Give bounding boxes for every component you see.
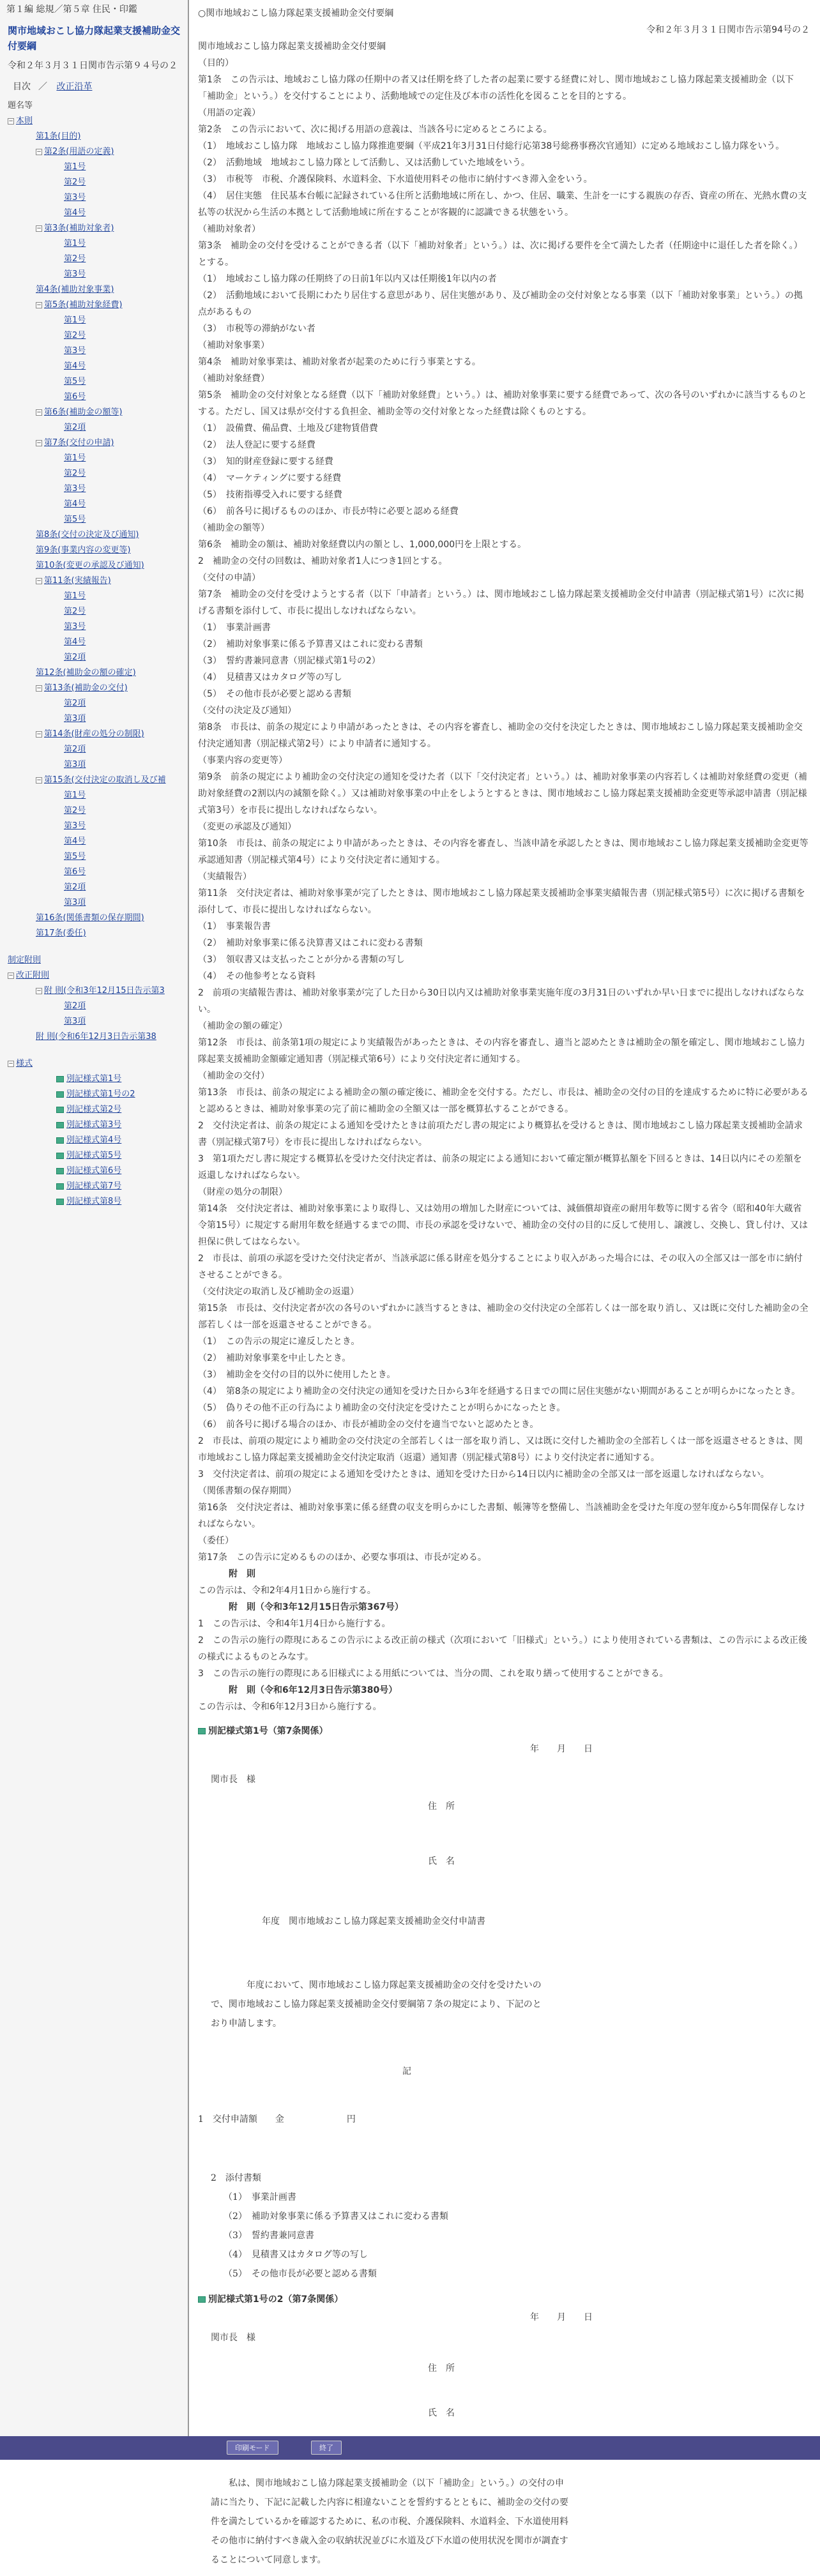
doc-line: ○関市地域おこし協力隊起業支援補助金交付要綱	[198, 8, 394, 19]
form1-attach: 2 添付書類	[211, 2173, 261, 2183]
document-body	[190, 0, 820, 1715]
form1-body: 年度において、関市地域おこし協力隊起業支援補助金の交付を受けたいので、関市地域おこし協力隊起業支援補助金交付要綱第７条の規定により、下記のとおり申請します。	[211, 1980, 542, 2029]
form1-attach-item: （5） その他市長が必要と認める書類	[224, 2269, 377, 2279]
toc-item[interactable]: 第3号	[64, 193, 86, 202]
collapse-icon[interactable]: −	[36, 301, 42, 308]
toc-item[interactable]: 第1号	[64, 162, 86, 172]
doc-line: （6） 前各号に掲げる場合のほか、市長が補助金の交付を適当でないと認めたとき。	[198, 1420, 539, 1430]
toc-item[interactable]: 第4号	[64, 361, 86, 371]
form1-heading: 別記様式第1号（第7条関係）	[198, 1723, 810, 1739]
law-number: 令和２年３月３１日関市告示第９４号の２	[8, 61, 178, 71]
doc-line: （補助対象者）	[198, 224, 261, 234]
doc-line: （1） 事業計画書	[198, 623, 271, 633]
doc-line: （3） 知的財産登録に要する経費	[198, 457, 333, 467]
toc-panel: 第１編 総規／第５章 住民・印鑑 関市地域おこし協力隊起業支援補助金交付要綱 令和２年３月３１日関市告示第９４号の２ 目次 ／ 改正沿革 題名等 − 本則 第1条(目的) − 第2条(用語の定義) 第1号 第2号 第3号 第4号 − 第3条(補助対象者) 第1号 第2号 第3号 第4条(補助対象事業) − 第5条(補助対象経費) 第1号 第2号 第3号 第4号 第5号 第6号 − 第6条(補助金の額等) 第2項 − 第7条(交付の申請) 第1号 第2号 第3号 第4号 第5号 第8条(交付の決定及び通知) 第9条(事業内容の変更等) 第10条(変更の承認及び通知) − 第11条(実績報告) 第1号 第2号 第3号 第4号 第2項 第12条(補助金の額の確定) − 第13条(補助金の交付) 第2項 第3項 − 第14条(財産の処分の制限) 第2項 第3項 − 第15条(交付決定の取消し及び補 第1号 第2号 第3号 第4号 第5号 第6号 第2項 第3項 第16条(関係書類の保存期間) 第17条(委任) 制定附則 − 改正附則 − 附 則(令和3年12月15日告示第3 第2項 第3項 附 則(令和6年12月3日告示第38 − 様式 別記様式第1号 別記様式第1号の2 別記様式第2号 別記様式第3号 別記様式第4号 別記様式第5号 別記様式第6号 別記様式第7号 別記様式第8号	[0, 0, 189, 2436]
toc-item[interactable]: 第4号	[64, 208, 86, 218]
collapse-icon[interactable]: −	[8, 972, 13, 979]
file-icon	[56, 1107, 64, 1113]
doc-line: 3 第1項ただし書に規定する概算払を受けた交付決定者は、前条の規定による通知において確定額が概算払額を下回るときは、14日以内にその差額を返還しなければならない。	[198, 1154, 802, 1181]
doc-line: 第11条 交付決定者は、補助対象事業が完了したときは、関市地域おこし協力隊起業支援補助金事業実績報告書（別記様式第5号）に次に掲げる書類を添付して、市長に提出しなければならない。	[198, 888, 805, 915]
toc-item[interactable]: 第2号	[64, 607, 86, 616]
toc-item[interactable]: − 附 則(令和3年12月15日告示第3	[36, 986, 165, 996]
toc-item[interactable]: 第2号	[64, 178, 86, 187]
doc-line: （補助対象事業）	[198, 340, 270, 351]
doc-line: 第5条 補助金の交付対象となる経費（以下「補助対象経費」という。）は、補助対象事業に要する経費であって、次の各号のいずれかに該当するものとする。ただし、国又は県が交付する負担金、補助金等の交付対象となった経費は除くものとする。	[198, 390, 807, 417]
toc-item[interactable]: 第2項	[64, 745, 86, 754]
form1-attach-item: （2） 補助対象事業に係る予算書又はこれに変わる書類	[224, 2211, 448, 2222]
toc-item[interactable]: − 改正附則	[8, 971, 50, 980]
doc-line: （交付の申請）	[198, 573, 261, 583]
collapse-icon[interactable]: −	[8, 1060, 13, 1067]
doc-line: （4） 居住実態 住民基本台帳に記録されている住所と活動地域に所在し、かつ、住居、職業、生計を一にする親族の存否、資産の所在、光熱水費の支払等の状況から生活の本拠として活動地域に所在することが客観的に認識できる状態をいう。	[198, 191, 807, 218]
doc-line: （2） 法人登記に要する経費	[198, 440, 315, 450]
toc-item[interactable]: − 本則	[8, 116, 33, 126]
form2-address: 住 所	[428, 2363, 455, 2374]
toc-item[interactable]: 第2項	[64, 423, 86, 432]
doc-line: 第15条 市長は、交付決定者が次の各号のいずれかに該当するときは、補助金の交付決定の全部若しくは一部を取り消し、又は既に交付した補助金の全部若しくは一部を返還させることができる。	[198, 1303, 809, 1330]
toc-item[interactable]: 第8条(交付の決定及び通知)	[36, 530, 139, 540]
toc-item[interactable]: 第2項	[64, 699, 86, 708]
toc-tree	[0, 98, 188, 1209]
doc-line: 第12条 市長は、前条第1項の規定により実績報告があったときは、その内容を審査し、適当と認めたときは補助金の額を確定し、関市地域おこし協力隊起業支援補助金額確定通知書（別記様式第6号）により交付決定者に通知する。	[198, 1038, 805, 1064]
file-icon	[56, 1183, 64, 1190]
doc-line: （5） 偽りその他不正の行為により補助金の交付決定を受けたことが明らかになったとき。	[198, 1403, 566, 1413]
toc-item[interactable]: 別記様式第4号	[0, 1133, 188, 1148]
toc-item[interactable]: 附 則(令和6年12月3日告示第38	[36, 1032, 156, 1042]
file-icon	[56, 1199, 64, 1205]
toc-item[interactable]: 第5号	[64, 377, 86, 386]
toc-item[interactable]: − 第13条(補助金の交付)	[36, 683, 128, 693]
file-icon	[56, 1122, 64, 1128]
doc-line: （交付決定の取消し及び補助金の返還）	[198, 1287, 359, 1297]
form2	[190, 2284, 820, 2576]
moku-label: 目次	[13, 82, 31, 92]
toc-item[interactable]: 別記様式第1号の2	[0, 1087, 188, 1102]
doc-line: （4） 見積書又はカタログ等の写し	[198, 672, 342, 683]
form1-attach-item: （4） 見積書又はカタログ等の写し	[224, 2250, 368, 2260]
doc-line: 附 則（令和3年12月15日告示第367号）	[229, 1602, 404, 1612]
toc-item[interactable]: 第1号	[64, 239, 86, 248]
doc-line: 関市地域おこし協力隊起業支援補助金交付要綱	[198, 42, 386, 52]
toc-item[interactable]: 別記様式第6号	[0, 1163, 188, 1179]
doc-line: （4） 第8条の規定により補助金の交付決定の通知を受けた日から3年を経過する日までの間に居住実態がない期間があることが明らかになったとき。	[198, 1386, 801, 1397]
doc-line: 3 この告示の施行の際現にある旧様式による用紙については、当分の間、これを取り繕って使用することができる。	[198, 1669, 669, 1679]
toc-item[interactable]: 第1号	[64, 315, 86, 325]
doc-line: （2） 補助対象事業に係る決算書又はこれに変わる書類	[198, 938, 423, 948]
toc-item[interactable]: 第1号	[64, 791, 86, 800]
toc-item[interactable]: 第1号	[64, 591, 86, 601]
doc-line: 2 交付決定者は、前条の規定による通知を受けたときは前項ただし書の規定により概算払を受けるときは、関市地域おこし協力隊起業支援補助金請求書（別記様式第7号）を市長に提出しなければならない。	[198, 1121, 803, 1148]
doc-line: （1） この告示の規定に違反したとき。	[198, 1337, 360, 1347]
toc-item[interactable]: 第2号	[64, 331, 86, 340]
collapse-icon[interactable]: −	[36, 439, 42, 446]
toc-item[interactable]: − 様式	[8, 1059, 33, 1068]
toc-item[interactable]: 別記様式第8号	[0, 1194, 188, 1209]
doc-line: （補助金の額等）	[198, 523, 270, 533]
file-icon	[56, 1168, 64, 1174]
toc-item[interactable]: 第12条(補助金の額の確定)	[36, 668, 136, 678]
print-mode-button[interactable]: 印刷モード	[227, 2441, 278, 2455]
form1-ki: 記	[402, 2066, 411, 2077]
file-icon	[56, 1076, 64, 1082]
doc-line: 2 補助金の交付の回数は、補助対象者1人につき1回とする。	[198, 556, 448, 566]
form1-attach-item: （3） 誓約書兼同意書	[224, 2231, 314, 2241]
law-title-link[interactable]: 関市地域おこし協力隊起業支援補助金交付要綱	[8, 25, 181, 52]
toc-item[interactable]: 第3項	[64, 1017, 86, 1026]
collapse-icon[interactable]: −	[36, 731, 42, 738]
form1-addressee: 関市長 様	[211, 1775, 255, 1785]
form1	[190, 1715, 820, 2284]
toc-item[interactable]: 第5号	[64, 852, 86, 861]
doc-line: （事業内容の変更等）	[198, 755, 287, 766]
file-icon	[198, 2296, 206, 2303]
collapse-icon[interactable]: −	[36, 577, 42, 584]
doc-line: （1） 地域おこし協力隊の任期終了の日前1年以内又は任期後1年以内の者	[198, 274, 497, 284]
doc-line: 第14条 交付決定者は、補助対象事業により取得し、又は効用の増加した財産については、減価償却資産の耐用年数等に関する省令（昭和40年大蔵省令第15号）に規定する耐用年数を経過するまでの間、市長の承認を受けないで、補助金の交付の目的に反して使用し、譲渡し、交換し、貸し付け、又は担保に供してはならない。	[198, 1204, 808, 1247]
exit-button[interactable]: 終了	[311, 2441, 342, 2455]
doc-line: 1 この告示は、令和4年1月4日から施行する。	[198, 1619, 391, 1629]
doc-line: 2 市長は、前項の規定により補助金の交付決定の全部若しくは一部を取り消し、又は既に交付した補助金の全部若しくは一部を返還させるときは、関市地域おこし協力隊起業支援補助金交付決定取消（返還）通知書（別記様式第8号）により交付決定者に通知する。	[198, 1436, 803, 1463]
collapse-icon[interactable]: −	[8, 117, 13, 125]
form1-name: 氏 名	[428, 1856, 455, 1867]
tree-spacer	[0, 1045, 188, 1056]
toc-item[interactable]: − 第14条(財産の処分の制限)	[36, 729, 144, 739]
doc-line: （2） 活動地域 地域おこし協力隊として活動し、又は活動していた地域をいう。	[198, 158, 530, 168]
toc-item[interactable]: 第4号	[64, 499, 86, 509]
collapse-icon[interactable]: −	[36, 987, 42, 994]
collapse-icon[interactable]: −	[36, 777, 42, 784]
doc-line: （変更の承認及び通知）	[198, 822, 296, 832]
doc-line: 第4条 補助対象事業は、補助対象者が起業のために行う事業とする。	[198, 357, 481, 367]
toc-item[interactable]: 別記様式第3号	[0, 1118, 188, 1133]
doc-line: （3） 市税等の滞納がない者	[198, 324, 315, 334]
tree-spacer	[0, 941, 188, 953]
toc-item[interactable]: 第3号	[64, 346, 86, 356]
breadcrumb: 第１編 総規／第５章 住民・印鑑	[6, 4, 137, 15]
toc-item[interactable]: 第4号	[64, 637, 86, 647]
doc-line: 第6条 補助金の額は、補助対象経費以内の額とし、1,000,000円を上限とする。	[198, 540, 527, 550]
toc-item[interactable]: 第2号	[64, 254, 86, 264]
toc-item[interactable]: 第5号	[64, 515, 86, 524]
file-icon	[56, 1091, 64, 1098]
doc-line: （4） その他参考となる資料	[198, 971, 315, 981]
doc-line: 第9条 前条の規定により補助金の交付決定の通知を受けた者（以下「交付決定者」という。）は、補助対象事業の内容若しくは補助対象経費の変更（補助対象経費の2割以内の減額を除く。）又は補助対象事業の中止をしようとするときは、関市地域おこし協力隊起業支援補助金変更等承認申請書（別記様式第3号）を市長に提出しなければならない。	[198, 772, 807, 815]
form2-date: 年 月 日	[530, 2312, 593, 2322]
toc-item[interactable]: 第6号	[64, 392, 86, 402]
form2-body: 私は、関市地域おこし協力隊起業支援補助金（以下「補助金」という。）の交付の申請に当たり、下記に記載した内容に相違ないことを誓約するとともに、補助金の交付の要件を満たしているかを確認するために、私の市税、介護保険料、水道料金、下水道使用料その他市に納付すべき歳入金の収納状況並びに水道及び下水道の使用状況を関市が調査することについて同意します。	[211, 2478, 568, 2565]
doc-line: （補助金の額の確定）	[198, 1021, 287, 1031]
doc-line: （5） その他市長が必要と認める書類	[198, 689, 351, 699]
toc-item[interactable]: 第4条(補助対象事業)	[36, 285, 114, 294]
doc-line: 2 前項の実績報告書は、補助対象事業が完了した日から30日以内又は補助対象事業実施年度の3月31日のいずれか早い日までに提出しなければならない。	[198, 988, 805, 1015]
doc-line: 附 則	[229, 1569, 255, 1579]
doc-line: 第1条 この告示は、地域おこし協力隊の任期中の者又は任期を終了した者の起業に要する経費に対し、関市地域おこし協力隊起業支援補助金（以下「補助金」という。）を交付することにより、活動地域での定住及び本市の活性化を図ることを目的とする。	[198, 75, 794, 102]
doc-line: 第13条 市長は、前条の規定による補助金の額の確定後に、補助金を交付する。ただし、市長は、補助金の交付の目的を達成するために特に必要があると認めるときは、補助対象事業の完了前に補助金の全額又は一部を概算払することができる。	[198, 1087, 809, 1114]
doc-line: （6） 前各号に掲げるもののほか、市長が特に必要と認める経費	[198, 506, 459, 517]
toc-item[interactable]: 第4号	[64, 837, 86, 846]
toc-item[interactable]: 第2項	[64, 1001, 86, 1011]
toc-item[interactable]: 題名等	[8, 101, 33, 110]
toc-item[interactable]: 第6号	[64, 867, 86, 877]
form1-amount: 1 交付申請額 金 円	[198, 2114, 356, 2125]
form2-name: 氏 名	[428, 2408, 455, 2418]
doc-line: 3 交付決定者は、前項の規定による通知を受けたときは、通知を受けた日から14日以内に補助金の全部又は一部を返還しなければならない。	[198, 1469, 770, 1480]
doc-line: （委任）	[198, 1536, 234, 1546]
footer-bar	[0, 2436, 820, 2460]
toc-item[interactable]: 第16条(関係書類の保存期間)	[36, 913, 144, 923]
toc-item[interactable]: 第3号	[64, 821, 86, 831]
doc-line: （1） 設備費、備品費、土地及び建物賃借費	[198, 423, 378, 434]
toc-item[interactable]: 第3項	[64, 714, 86, 724]
toc-item[interactable]: 第1号	[64, 453, 86, 463]
doc-line: 第16条 交付決定者は、補助対象事業に係る経費の収支を明らかにした書類、帳簿等を整備し、当該補助金を受けた年度の翌年度から5年間保存しなければならない。	[198, 1503, 805, 1529]
toc-item[interactable]: 第3項	[64, 898, 86, 907]
collapse-icon[interactable]: −	[36, 409, 42, 416]
toc-item[interactable]: 第17条(委任)	[36, 928, 86, 938]
collapse-icon[interactable]: −	[36, 148, 42, 155]
doc-line: （実績報告）	[198, 872, 252, 882]
toc-item[interactable]: 第9条(事業内容の変更等)	[36, 545, 131, 555]
doc-line: （2） 活動地域において長期にわたり居住する意思があり、居住実態があり、及び補助金の交付対象となる事業（以下「補助対象事業」という。）の拠点があるもの	[198, 291, 803, 317]
doc-line: 第10条 市長は、前条の規定により申請があったときは、その内容を審査し、当該申請を承認したときは、関市地域おこし協力隊起業支援補助金変更等承認通知書（別記様式第4号）により交付決定者に通知する。	[198, 838, 809, 865]
file-icon	[56, 1153, 64, 1159]
doc-line: （1） 地域おこし協力隊 地域おこし協力隊推進要綱（平成21年3月31日付総行応第38号総務事務次官通知）に定める地域おこし協力隊をいう。	[198, 141, 785, 151]
doc-line: 第7条 補助金の交付を受けようとする者（以下「申請者」という。）は、関市地域おこし協力隊起業支援補助金交付申請書（別記様式第1号）に次に掲げる書類を添付して、市長に提出しなければならない。	[198, 589, 804, 616]
toc-item[interactable]: − 第15条(交付決定の取消し及び補	[36, 775, 166, 785]
toc-item[interactable]: − 第2条(用語の定義)	[36, 147, 114, 156]
toc-item[interactable]: − 第5条(補助対象経費)	[36, 300, 123, 310]
doc-line: 第8条 市長は、前条の規定により申請があったときは、その内容を審査し、補助金の交付を決定したときは、関市地域おこし協力隊起業支援補助金交付決定通知書（別記様式第2号）により申請者に通知する。	[198, 722, 803, 749]
toc-item[interactable]: 別記様式第2号	[0, 1102, 188, 1118]
toc-item[interactable]: 第3項	[64, 760, 86, 769]
doc-line: （交付の決定及び通知）	[198, 706, 296, 716]
doc-line: 第3条 補助金の交付を受けることができる者（以下「補助対象者」という。）は、次に掲げる要件を全て満たした者（任期途中に退任した者を除く。）とする。	[198, 241, 803, 268]
doc-line: 第2条 この告示において、次に掲げる用語の意義は、当該各号に定めるところによる。	[198, 125, 552, 135]
doc-line: （3） 誓約書兼同意書（別記様式第1号の2）	[198, 656, 381, 666]
toc-item[interactable]: 別記様式第5号	[0, 1148, 188, 1163]
toc-item[interactable]: 第2項	[64, 653, 86, 662]
file-icon	[198, 1728, 206, 1734]
toc-item[interactable]: 第2号	[64, 469, 86, 478]
toc-item[interactable]: 第10条(変更の承認及び通知)	[36, 561, 144, 570]
form1-attach-list	[211, 2188, 797, 2284]
form1-attach-item: （1） 事業計画書	[224, 2192, 296, 2202]
toc-item[interactable]: 第3号	[64, 622, 86, 632]
doc-line: 附 則（令和6年12月3日告示第380号）	[229, 1685, 398, 1695]
toc-item[interactable]: 第2号	[64, 806, 86, 815]
form1-address: 住 所	[428, 1801, 455, 1812]
collapse-icon[interactable]: −	[36, 225, 42, 232]
toc-item[interactable]: − 第3条(補助対象者)	[36, 224, 114, 233]
toc-item[interactable]: 第3号	[64, 269, 86, 279]
toc-item[interactable]: − 第6条(補助金の額等)	[36, 407, 123, 417]
doc-line: （関係書類の保存期間）	[198, 1486, 296, 1496]
form1-date: 年 月 日	[530, 1744, 593, 1754]
form2-heading: 別記様式第1号の2（第7条関係）	[198, 2291, 810, 2308]
doc-line: （2） 補助対象事業を中止したとき。	[198, 1353, 351, 1363]
doc-line: （補助金の交付）	[198, 1071, 270, 1081]
doc-line: この告示は、令和6年12月3日から施行する。	[198, 1702, 382, 1712]
toc-item[interactable]: 別記様式第1号	[0, 1072, 188, 1087]
doc-line: （用語の定義）	[198, 108, 261, 118]
toc-item[interactable]: 別記様式第7号	[0, 1179, 188, 1194]
doc-line: （3） 補助金を交付の目的以外に使用したとき。	[198, 1370, 396, 1380]
doc-line: （3） 市税等 市税、介護保険料、水道料金、下水道使用料その他市に納付すべき滞入金をいう。	[198, 174, 593, 185]
doc-line: 2 市長は、前項の承認を受けた交付決定者が、当該承認に係る財産を処分することにより収入があった場合には、その収入の全部又は一部を市に納付させることができる。	[198, 1254, 803, 1280]
doc-line: （4） マーケティングに要する経費	[198, 473, 342, 483]
toc-item[interactable]: 第2項	[64, 883, 86, 892]
doc-line: この告示は、令和2年4月1日から施行する。	[198, 1586, 376, 1596]
doc-line: 令和２年３月３１日関市告示第94号の２	[646, 25, 810, 35]
doc-line: （2） 補助対象事業に係る予算書又はこれに変わる書類	[198, 639, 423, 649]
form1-title: 年度 関市地域おこし協力隊起業支援補助金交付申請書	[262, 1916, 485, 1927]
toc-item[interactable]: 制定附則	[8, 955, 42, 965]
doc-line: （財産の処分の制限）	[198, 1187, 287, 1197]
toc-item[interactable]: 第1条(目的)	[36, 132, 81, 141]
form2-addressee: 関市長 様	[211, 2333, 255, 2343]
collapse-icon[interactable]: −	[36, 685, 42, 692]
doc-line: （目的）	[198, 58, 234, 68]
doc-line: （1） 事業報告書	[198, 921, 271, 932]
doc-line: （3） 領収書又は支払ったことが分かる書類の写し	[198, 955, 405, 965]
doc-line: 2 この告示の施行の際現にあるこの告示による改正前の様式（次項において「旧様式」という。）により使用されている書類は、この告示による改正後の様式によるものとみなす。	[198, 1635, 807, 1662]
toc-item[interactable]: 第3号	[64, 484, 86, 494]
file-icon	[56, 1137, 64, 1144]
kaisei-link[interactable]: 改正沿革	[56, 82, 93, 92]
doc-line: 第17条 この告示に定めるもののほか、必要な事項は、市長が定める。	[198, 1552, 487, 1563]
toc-item[interactable]: − 第11条(実績報告)	[36, 576, 111, 586]
doc-line: （5） 技術指導受入れに要する経費	[198, 490, 342, 500]
toc-item[interactable]: − 第7条(交付の申請)	[36, 438, 114, 448]
doc-line: （補助対象経費）	[198, 374, 270, 384]
